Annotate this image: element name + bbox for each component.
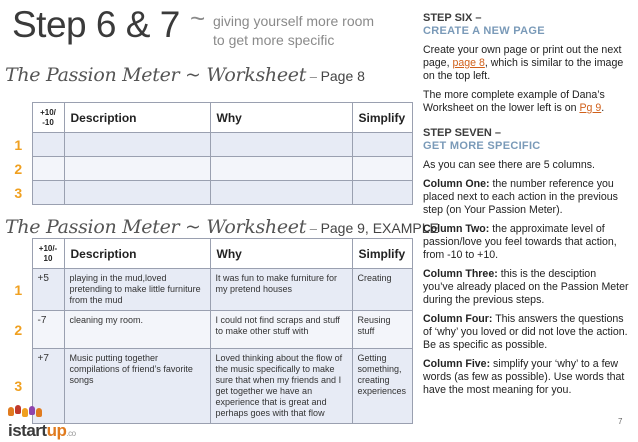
header-score: +10/- 10 bbox=[32, 239, 64, 269]
why-cell[interactable] bbox=[210, 133, 352, 157]
row-number: 2 bbox=[5, 311, 32, 349]
step7-intro: As you can see there are 5 columns. bbox=[423, 159, 595, 171]
header-spacer bbox=[5, 239, 32, 269]
header-score: +10/ -10 bbox=[32, 103, 64, 133]
simplify-cell[interactable] bbox=[352, 157, 412, 181]
page-title: Step 6 & 7 bbox=[12, 4, 180, 45]
description-cell[interactable] bbox=[64, 157, 210, 181]
score-cell: +5 bbox=[32, 269, 64, 311]
column-four-text: Column Four: This answers the questions of ‘why’ you loved or did not love the action. Be as specific as possible. bbox=[423, 313, 628, 351]
page-number: 7 bbox=[618, 417, 623, 426]
step7-subheading: GET MORE SPECIFIC bbox=[423, 140, 541, 152]
step6-paragraph-2: The more complete example of Dana’s Worksheet on the lower left is on Pg 9. bbox=[423, 89, 605, 114]
simplify-cell: Creating bbox=[352, 269, 412, 311]
worksheet-example-table bbox=[5, 238, 413, 424]
table-row bbox=[5, 311, 412, 349]
step6-heading: STEP SIX – bbox=[423, 12, 482, 24]
description-cell: cleaning my room. bbox=[64, 311, 210, 349]
score-cell: -7 bbox=[32, 311, 64, 349]
row-number: 3 bbox=[5, 181, 32, 205]
table-header-row bbox=[5, 103, 412, 133]
step7-heading: STEP SEVEN – bbox=[423, 127, 502, 139]
step6-paragraph-1: Create your own page or print out the next page, page 8, which is similar to the image on the top left. bbox=[423, 44, 624, 82]
worksheet-blank-cursive-title: The Passion Meter ~ Worksheet bbox=[5, 64, 307, 86]
worksheet-example-title bbox=[5, 216, 439, 238]
header-simplify: Simplify bbox=[352, 103, 412, 133]
simplify-cell: Reusing stuff bbox=[352, 311, 412, 349]
row-number: 3 bbox=[5, 349, 32, 424]
score-cell[interactable] bbox=[32, 157, 64, 181]
description-cell: playing in the mud,loved pretending to make little furniture from the mud bbox=[64, 269, 210, 311]
why-cell[interactable] bbox=[210, 181, 352, 205]
page-subtitle bbox=[213, 12, 413, 50]
worksheet-blank-page: Page 8 bbox=[320, 68, 365, 84]
description-cell[interactable] bbox=[64, 133, 210, 157]
worksheet-example-cursive-title: The Passion Meter ~ Worksheet bbox=[5, 216, 307, 238]
simplify-cell[interactable] bbox=[352, 133, 412, 157]
title-tilde: ~ bbox=[190, 3, 206, 33]
description-cell[interactable] bbox=[64, 181, 210, 205]
header-why: Why bbox=[210, 103, 352, 133]
header-description: Description bbox=[64, 103, 210, 133]
istartup-logo bbox=[6, 405, 96, 439]
column-two-text: Column Two: the approximate level of passion/love you feel towards that action, from -10 to +10. bbox=[423, 223, 617, 261]
why-cell: Loved thinking about the flow of the music specifically to make sure that when my friends and I get together we have an experience that is great and perhaps goes with that flow bbox=[210, 349, 352, 424]
row-number: 2 bbox=[5, 157, 32, 181]
worksheet-example-page: Page 9, EXAMPLE bbox=[320, 220, 439, 236]
header-why: Why bbox=[210, 239, 352, 269]
row-number: 1 bbox=[5, 269, 32, 311]
subtitle-line-1: giving yourself more room bbox=[213, 13, 375, 29]
simplify-cell[interactable] bbox=[352, 181, 412, 205]
header-description: Description bbox=[64, 239, 210, 269]
step6-subheading: CREATE A NEW PAGE bbox=[423, 25, 545, 37]
table-header-row bbox=[5, 239, 412, 269]
table-row bbox=[5, 157, 412, 181]
table-row bbox=[5, 133, 412, 157]
worksheet-blank-title bbox=[5, 64, 365, 86]
column-five-text: Column Five: simplify your ‘why’ to a few words (as few as possible). Use words that have the most meaning for you. bbox=[423, 358, 625, 396]
why-cell[interactable] bbox=[210, 157, 352, 181]
column-three-text: Column Three: this is the desciption you’ve already placed on the Passion Meter during the previous steps. bbox=[423, 268, 629, 306]
table-row bbox=[5, 181, 412, 205]
subtitle-line-2: to get more specific bbox=[213, 32, 335, 48]
pg-9-link[interactable]: Pg 9 bbox=[579, 102, 602, 114]
description-cell: Music putting together compilations of friend’s favorite songs bbox=[64, 349, 210, 424]
score-cell[interactable] bbox=[32, 181, 64, 205]
simplify-cell: Getting something, creating experiences bbox=[352, 349, 412, 424]
column-one-text: Column One: the number reference you placed next to each action in the previous step (on Your Passion Meter). bbox=[423, 178, 618, 216]
instructions-panel bbox=[423, 12, 629, 397]
logo-wordmark: istartup.co bbox=[8, 421, 76, 440]
page-8-link[interactable]: page 8 bbox=[452, 57, 485, 69]
header-simplify: Simplify bbox=[352, 239, 412, 269]
worksheet-blank-dash: – bbox=[306, 69, 321, 84]
worksheet-example-dash: – bbox=[306, 221, 321, 236]
table-row bbox=[5, 269, 412, 311]
why-cell: I could not find scraps and stuff to make other stuff with bbox=[210, 311, 352, 349]
why-cell: It was fun to make furniture for my pretend houses bbox=[210, 269, 352, 311]
score-cell: +7 bbox=[32, 349, 64, 424]
row-number: 1 bbox=[5, 133, 32, 157]
worksheet-blank-table bbox=[5, 102, 413, 205]
header-spacer bbox=[5, 103, 32, 133]
score-cell[interactable] bbox=[32, 133, 64, 157]
